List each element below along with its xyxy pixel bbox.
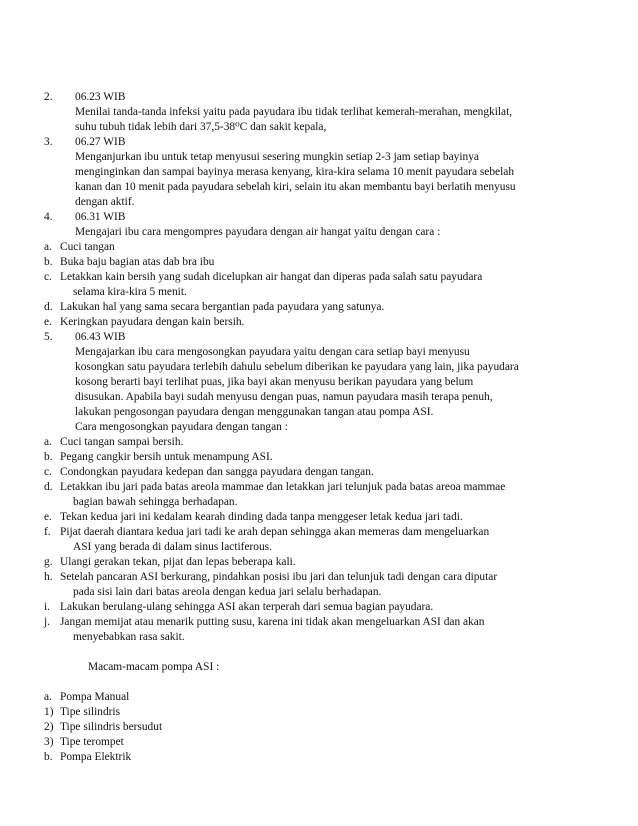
step-line: Lakukan berulang-ulang sehingga ASI akan terperah dari semua bagian payudara. — [60, 601, 434, 613]
item-line: kosong berarti bayi terlihat puas, jika bayi akan menyusu berikan payudara yang belum — [75, 376, 474, 388]
item-line: Menganjurkan ibu untuk tetap menyusui sesering mungkin setiap 2-3 jam setiap bayinya — [75, 151, 479, 163]
item-time: 06.23 WIB — [75, 91, 126, 103]
item-line: suhu tubuh tidak lebih dari 37,5-38⁰C dan sakit kepala, — [75, 121, 327, 133]
step-marker: a. — [44, 241, 52, 253]
step-line: Jangan memijat atau menarik putting susu, karena ini tidak akan mengeluarkan ASI dan akan — [60, 616, 485, 628]
item-time: 06.31 WIB — [75, 211, 126, 223]
step-marker: d. — [44, 481, 53, 493]
step-line: menyebabkan rasa sakit. — [73, 631, 185, 643]
step-marker: g. — [44, 556, 53, 568]
pump-item: Tipe terompet — [60, 736, 124, 748]
item-marker: 2. — [44, 91, 53, 103]
step-line: Lakukan hal yang sama secara bergantian pada payudara yang satunya. — [60, 301, 385, 313]
step-marker: j. — [44, 616, 51, 628]
step-marker: c. — [44, 271, 52, 283]
pump-item: Pompa Elektrik — [60, 751, 132, 763]
item-line: Cara mengosongkan payudara dengan tangan : — [75, 421, 288, 433]
step-marker: b. — [44, 256, 53, 268]
pump-marker: b. — [44, 751, 53, 763]
step-line: Tekan kedua jari ini kedalam kearah dinding dada tanpa menggeser letak kedua jari tadi. — [60, 511, 463, 523]
item-line: disusukan. Apabila bayi sudah menyusu dengan puas, namun payudara masih terapa penuh, — [75, 391, 493, 403]
item-marker: 4. — [44, 211, 53, 223]
step-marker: d. — [44, 301, 53, 313]
item-line: lakukan pengosongan payudara dengan menggunakan tangan atau pompa ASI. — [75, 406, 434, 418]
item-marker: 3. — [44, 136, 53, 148]
pump-item: Pompa Manual — [60, 691, 130, 703]
step-line: Cuci tangan — [60, 241, 115, 253]
step-line: Keringkan payudara dengan kain bersih. — [60, 316, 245, 328]
step-line: Setelah pancaran ASI berkurang, pindahkan posisi ibu jari dan telunjuk tadi dengan cara diputar — [60, 571, 498, 583]
step-line: Letakkan kain bersih yang sudah dicelupkan air hangat dan diperas pada salah satu payudara — [60, 271, 483, 283]
step-marker: e. — [44, 316, 52, 328]
step-line: Letakkan ibu jari pada batas areola mammae dan letakkan jari telunjuk pada batas areoa mammae — [60, 481, 506, 493]
step-marker: i. — [44, 601, 51, 613]
item-line: Mengajarkan ibu cara mengosongkan payudara yaitu dengan cara setiap bayi menyusu — [75, 346, 470, 358]
pump-marker: 1) — [44, 706, 54, 718]
item-line: kosongkan satu payudara terlebih dahulu sebelum diberikan ke payudara yang lain, jika payudara — [75, 361, 519, 373]
item-line: Mengajari ibu cara mengompres payudara dengan air hangat yaitu dengan cara : — [75, 226, 441, 238]
pump-item: Tipe silindris — [60, 706, 121, 718]
item-line: menginginkan dan sampai bayinya merasa kenyang, kira-kira selama 10 menit payudara sebelah — [75, 166, 515, 178]
pumps-heading: Macam-macam pompa ASI : — [88, 661, 220, 673]
step-marker: f. — [44, 526, 51, 538]
item-time: 06.43 WIB — [75, 331, 126, 343]
step-marker: b. — [44, 451, 53, 463]
step-marker: h. — [44, 571, 53, 583]
item-line: kanan dan 10 menit pada payudara sebelah kiri, selain itu akan membantu bayi berlatih menyusu — [75, 181, 516, 193]
step-line: Pegang cangkir bersih untuk menampung ASI. — [60, 451, 273, 463]
step-marker: a. — [44, 436, 52, 448]
pump-marker: 3) — [44, 736, 54, 748]
item-time: 06.27 WIB — [75, 136, 126, 148]
step-line: selama kira-kira 5 menit. — [73, 286, 187, 298]
step-line: pada sisi lain dari batas areola dengan kedua jari selalu berhadapan. — [73, 586, 382, 598]
item-marker: 5. — [44, 331, 53, 343]
step-marker: e. — [44, 511, 52, 523]
pump-item: Tipe silindris bersudut — [60, 721, 163, 733]
step-line: Pijat daerah diantara kedua jari tadi ke arah depan sehingga akan memeras dam mengeluarkan — [60, 526, 490, 538]
pump-marker: 2) — [44, 721, 54, 733]
step-marker: c. — [44, 466, 52, 478]
step-line: Condongkan payudara kedepan dan sangga payudara dengan tangan. — [60, 466, 374, 478]
item-line: dengan aktif. — [75, 196, 135, 208]
step-line: Buka baju bagian atas dab bra ibu — [60, 256, 215, 268]
item-line: Menilai tanda-tanda infeksi yaitu pada payudara ibu tidak terlihat kemerah-merahan, mengkilat, — [75, 106, 513, 118]
step-line: Ulangi gerakan tekan, pijat dan lepas beberapa kali. — [60, 556, 296, 568]
pump-marker: a. — [44, 691, 52, 703]
step-line: bagian bawah sehingga berhadapan. — [73, 496, 238, 508]
step-line: Cuci tangan sampai bersih. — [60, 436, 184, 448]
step-line: ASI yang berada di dalam sinus lactiferous. — [73, 541, 272, 553]
